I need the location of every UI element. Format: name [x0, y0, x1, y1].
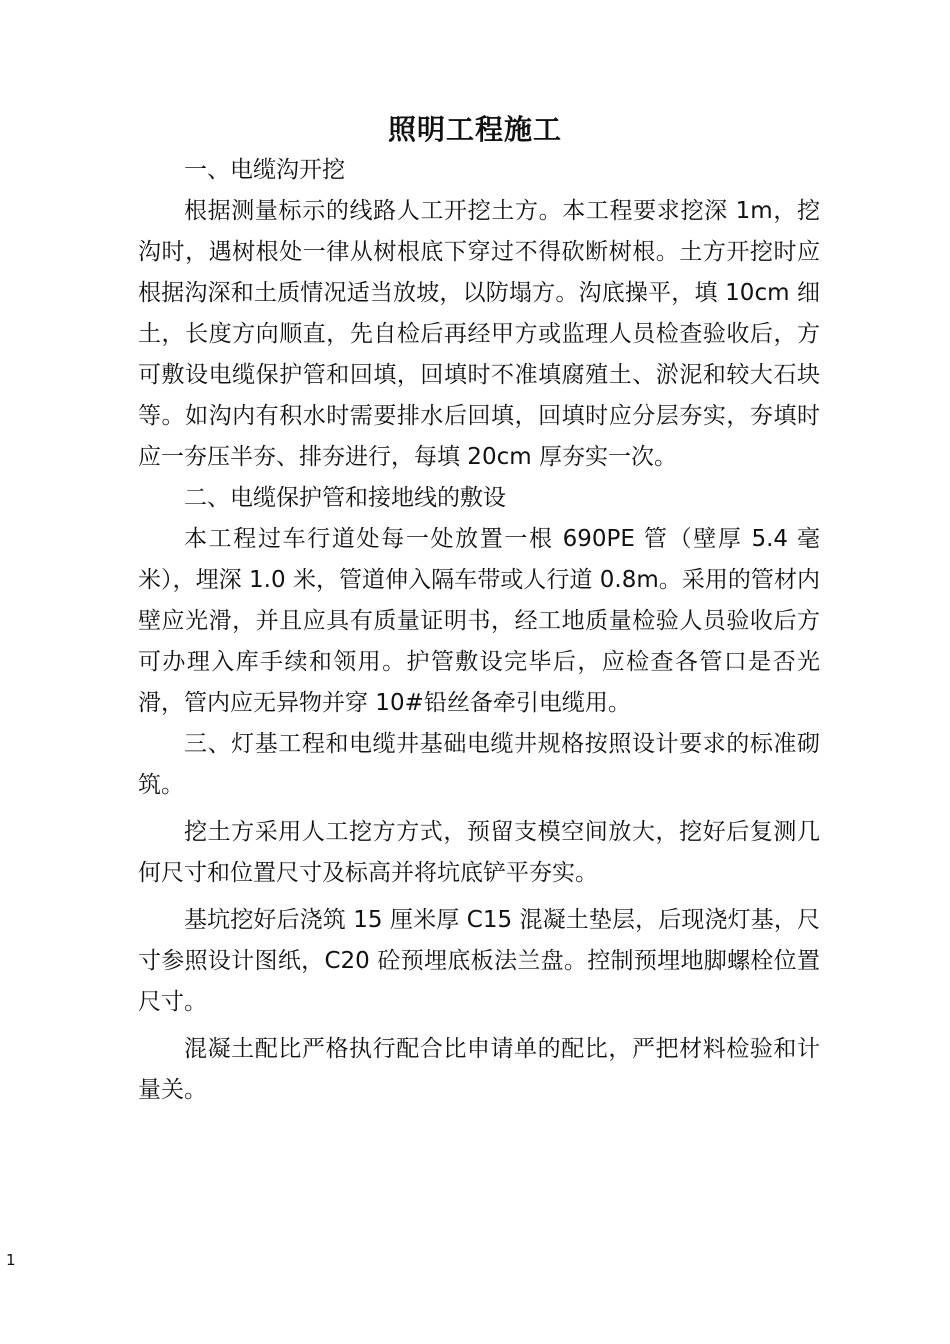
section-1-heading: 一、电缆沟开挖: [184, 157, 345, 183]
section-2-paragraph: 本工程过车行道处每一处放置一根 690PE 管（壁厚 5.4 毫米），埋深 1.0 米，管道伸入隔车带或人行道 0.8m。采用的管材内壁应光滑，并且应具有质量证明书，经工地质量检验人员验收后方可办理入库手续和领用。护管敷设完毕后，应检查各管口是否光滑，管内应无异物并穿 10#铅丝备牵引电缆用。: [138, 526, 820, 716]
section-3-paragraph-3: 混凝土配比严格执行配合比申请单的配比，严把材料检验和计量关。: [138, 1036, 820, 1103]
section-1-paragraph: 根据测量标示的线路人工开挖土方。本工程要求挖深 1m，挖沟时，遇树根处一律从树根底下穿过不得砍断树根。土方开挖时应根据沟深和土质情况适当放坡，以防塌方。沟底操平，填 10cm 细土，长度方向顺直，先自检后再经甲方或监理人员检查验收后，方可敷设电缆保护管和回填，回填时不准填腐殖土、淤泥和较大石块等。如沟内有积水时需要排水后回填，回填时应分层夯实，夯填时应一夯压半夯、排夯进行，每填 20cm 厚夯实一次。: [138, 198, 820, 470]
document-body: [138, 150, 820, 1111]
section-3-heading: 三、灯基工程和电缆井基础电缆井规格按照设计要求的标准砌筑。: [138, 731, 820, 798]
section-3-paragraph-2: 基坑挖好后浇筑 15 厘米厚 C15 混凝土垫层，后现浇灯基，尺寸参照设计图纸，C20 砼预埋底板法兰盘。控制预埋地脚螺栓位置尺寸。: [138, 907, 820, 1015]
section-2-heading: 二、电缆保护管和接地线的敷设: [184, 485, 506, 511]
section-3-paragraph-1: 挖土方采用人工挖方方式，预留支模空间放大，挖好后复测几何尺寸和位置尺寸及标高并将坑底铲平夯实。: [138, 819, 820, 886]
document-title: 照明工程施工: [387, 113, 562, 146]
page-number: 1: [6, 1251, 16, 1269]
